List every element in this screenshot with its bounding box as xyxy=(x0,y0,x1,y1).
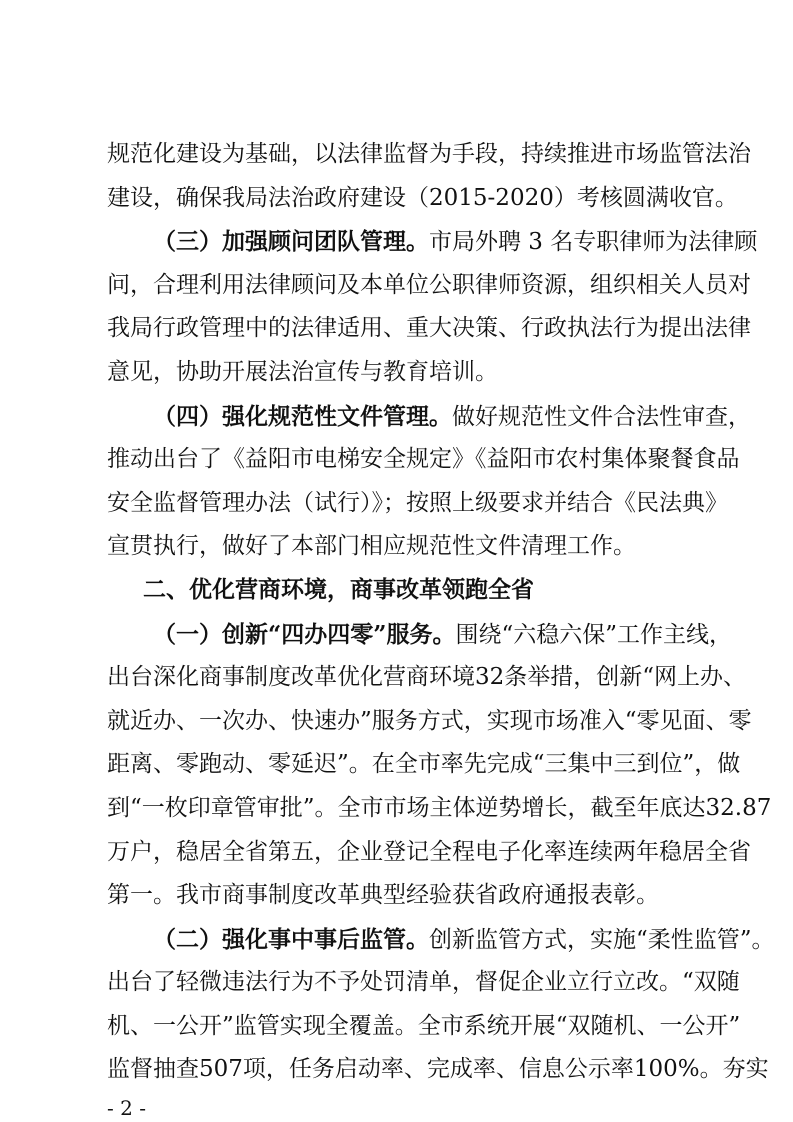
line-text: 建设，确保我局法治政府建设（2015-2020）考核圆满收官。 xyxy=(107,184,738,211)
line-text: 围绕“六稳六保”工作主线， xyxy=(455,621,732,648)
paragraph-line xyxy=(107,307,751,351)
paragraph-lead-title: （三）加强顾问团队管理。 xyxy=(153,228,429,256)
line-text: 机、一公开”监管实现全覆盖。全市系统开展“双随机、一公开” xyxy=(107,1012,741,1039)
paragraph-line xyxy=(107,613,732,657)
paragraph-line xyxy=(107,525,687,569)
line-text: 二、优化营商环境，商事改革领跑全省 xyxy=(143,576,534,603)
paragraph-line xyxy=(107,1005,741,1049)
paragraph-line xyxy=(107,700,752,744)
paragraph-line xyxy=(107,351,687,395)
paragraph-lead-title: （一）创新“四办四零”服务。 xyxy=(153,620,456,648)
paragraph-line xyxy=(107,743,741,787)
paragraph-line xyxy=(107,918,775,962)
section-heading xyxy=(107,569,687,613)
page-number: - 2 - xyxy=(107,1096,146,1120)
line-text: 监督抽查507项，任务启动率、完成率、信息公示率100%。夯实 xyxy=(107,1056,769,1083)
paragraph-lead-title: （四）强化规范性文件管理。 xyxy=(153,402,452,430)
line-text: 到“一枚印章管审批”。全市市场主体逆势增长，截至年底达32.87 xyxy=(107,794,772,821)
line-text: 意见，协助开展法治宣传与教育培训。 xyxy=(107,358,498,385)
line-text: 创新监管方式，实施“柔性监管”。 xyxy=(429,926,775,953)
line-text: 第一。我市商事制度改革典型经验获省政府通报表彰。 xyxy=(107,882,659,909)
paragraph-line xyxy=(107,787,772,831)
paragraph-line xyxy=(107,220,758,264)
paragraph-line xyxy=(107,656,747,700)
paragraph-line xyxy=(107,1048,769,1092)
line-text: 做好规范性文件合法性审查， xyxy=(452,403,751,430)
line-text: 问，合理利用法律顾问及本单位公职律师资源，组织相关人员对 xyxy=(107,271,751,298)
line-text: 市局外聘 3 名专职律师为法律顾 xyxy=(429,229,758,256)
line-text: 宣贯执行，做好了本部门相应规范性文件清理工作。 xyxy=(107,533,636,560)
line-text: 出台了轻微违法行为不予处罚清单，督促企业立行立改。“双随 xyxy=(107,969,740,996)
paragraph-line xyxy=(107,133,751,177)
paragraph-line xyxy=(107,874,687,918)
line-text: 我局行政管理中的法律适用、重大决策、行政执法行为提出法律 xyxy=(107,315,751,342)
paragraph-line xyxy=(107,831,751,875)
line-text: 万户，稳居全省第五，企业登记全程电子化率连续两年稳居全省 xyxy=(107,838,751,865)
paragraph-lead-title: （二）强化事中事后监管。 xyxy=(153,925,429,953)
line-text: 安全监督管理办法（试行）》；按照上级要求并结合《民法典》 xyxy=(107,489,728,516)
line-text: 就近办、一次办、快速办”服务方式，实现市场准入“零见面、零 xyxy=(107,707,752,734)
paragraph-line xyxy=(107,961,740,1005)
line-text: 推动出台了《益阳市电梯安全规定》《益阳市农村集体聚餐食品 xyxy=(107,446,740,473)
document-body xyxy=(107,133,775,1092)
line-text: 出台深化商事制度改革优化营商环境32条举措，创新“网上办、 xyxy=(107,664,747,691)
paragraph-line xyxy=(107,438,740,482)
line-text: 距离、零跑动、零延迟”。在全市率先完成“三集中三到位”，做 xyxy=(107,751,741,778)
paragraph-line xyxy=(107,395,751,439)
paragraph-line xyxy=(107,482,728,526)
line-text: 规范化建设为基础，以法律监督为手段，持续推进市场监管法治 xyxy=(107,141,751,167)
paragraph-line xyxy=(107,264,751,308)
paragraph-line xyxy=(107,177,738,221)
